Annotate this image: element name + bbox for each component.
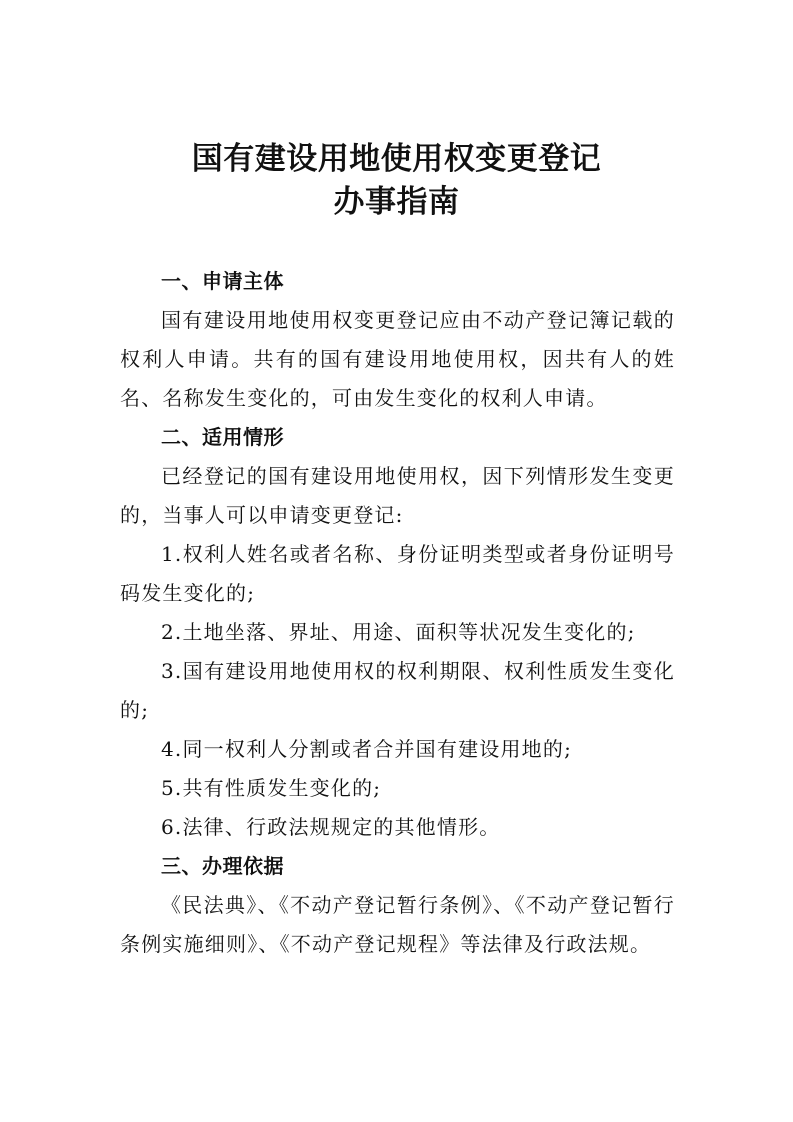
section-heading-legal-basis: 三、办理依据 bbox=[161, 854, 284, 878]
list-item: 3.国有建设用地使用权的权利期限、权利性质发生变化的; bbox=[120, 659, 675, 722]
section-paragraph: 已经登记的国有建设用地使用权，因下列情形发生变更的，当事人可以申请变更登记: bbox=[120, 464, 675, 527]
document-title-line1: 国有建设用地使用权变更登记 bbox=[191, 141, 602, 177]
list-item: 1.权利人姓名或者名称、身份证明类型或者身份证明号码发生变化的; bbox=[120, 542, 675, 605]
list-item: 6.法律、行政法规规定的其他情形。 bbox=[161, 815, 501, 839]
list-item: 5.共有性质发生变化的; bbox=[161, 776, 382, 800]
document-body bbox=[120, 262, 675, 964]
section-paragraph: 国有建设用地使用权变更登记应由不动产登记簿记载的权利人申请。共有的国有建设用地使用权，因共有人的姓名、名称发生变化的，可由发生变化的权利人申请。 bbox=[120, 308, 675, 410]
list-item: 2.土地坐落、界址、用途、面积等状况发生变化的; bbox=[161, 620, 636, 644]
list-item: 4.同一权利人分割或者合并国有建设用地的; bbox=[161, 737, 573, 761]
document-title-line2: 办事指南 bbox=[333, 184, 460, 220]
section-heading-applicant: 一、申请主体 bbox=[161, 269, 284, 293]
section-heading-applicable-cases: 二、适用情形 bbox=[161, 425, 284, 449]
section-paragraph: 《民法典》、《不动产登记暂行条例》、《不动产登记暂行条例实施细则》、《不动产登记规程》等法律及行政法规。 bbox=[120, 893, 675, 956]
